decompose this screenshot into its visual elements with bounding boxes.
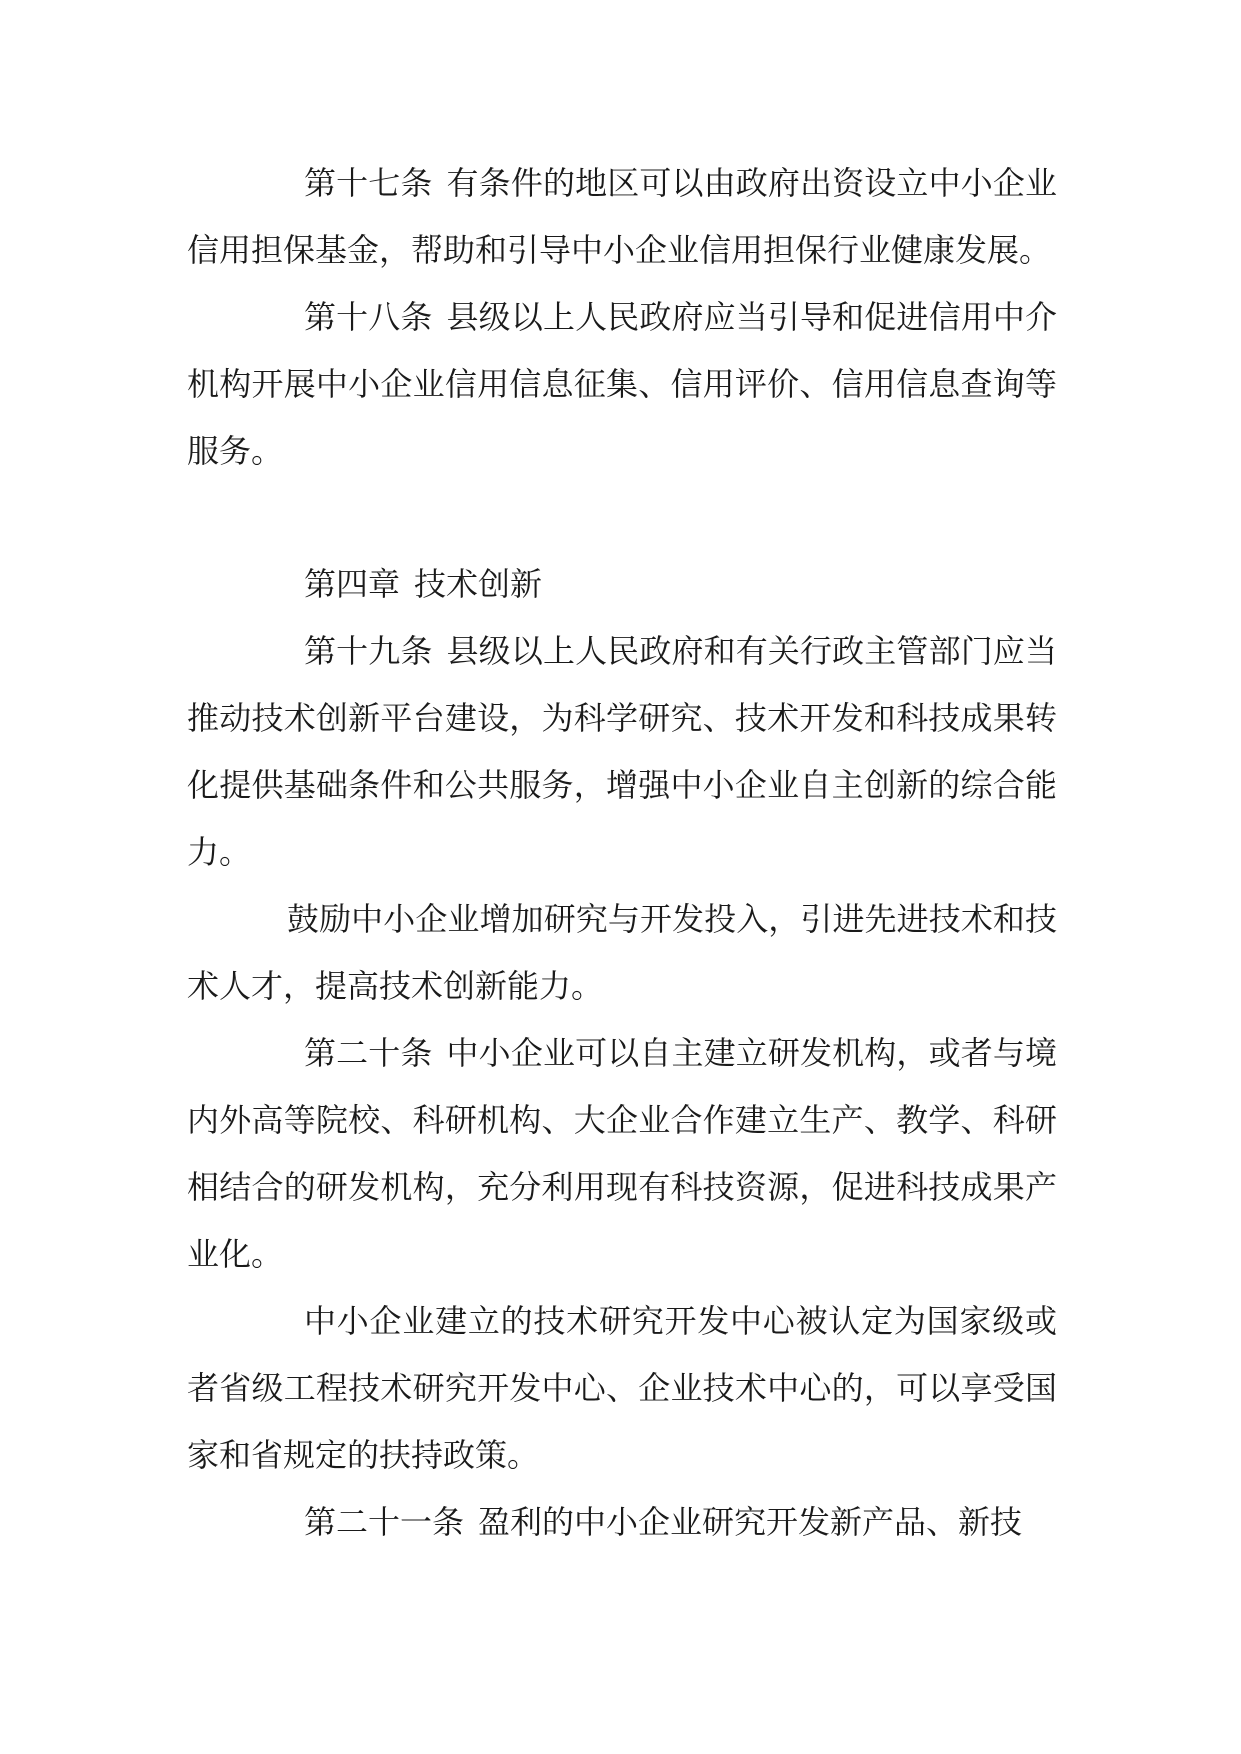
article-21 [187,1489,1057,1556]
article-text: 县级以上人民政府应当引导和促进信用中介机构开展中小企业信用信息征集、信用评价、信用信息查询等服务。 [187,298,1057,470]
document-body [187,150,1057,1556]
article-text: 中小企业可以自主建立研发机构，或者与境内外高等院校、科研机构、大企业合作建立生产、教学、科研相结合的研发机构，充分利用现有科技资源，促进科技成果产业化。 [187,1034,1057,1273]
article-18 [187,284,1057,485]
article-number: 第十九条 [304,632,433,670]
chapter-title: 技术创新 [414,565,543,603]
article-text: 县级以上人民政府和有关行政主管部门应当推动技术创新平台建设，为科学研究、技术开发和科技成果转化提供基础条件和公共服务，增强中小企业自主创新的综合能力。 [187,632,1057,871]
chapter-number: 第四章 [304,565,401,603]
paragraph [187,886,1057,1020]
article-text: 有条件的地区可以由政府出资设立中小企业信用担保基金，帮助和引导中小企业信用担保行业健康发展。 [187,164,1057,269]
article-number: 第二十一条 [304,1503,465,1541]
article-17 [187,150,1057,284]
article-number: 第十八条 [304,298,433,336]
paragraph-text: 中小企业建立的技术研究开发中心被认定为国家级或者省级工程技术研究开发中心、企业技术中心的，可以享受国家和省规定的扶持政策。 [187,1302,1057,1474]
article-number: 第二十条 [304,1034,433,1072]
paragraph [187,1288,1057,1489]
paragraph-text: 鼓励中小企业增加研究与开发投入，引进先进技术和技术人才，提高技术创新能力。 [187,900,1057,1005]
chapter-heading [187,551,1057,618]
article-number: 第十七条 [304,164,433,202]
section-gap [187,485,1057,551]
article-text: 盈利的中小企业研究开发新产品、新技 [478,1503,1023,1541]
article-20 [187,1020,1057,1288]
article-19 [187,618,1057,886]
